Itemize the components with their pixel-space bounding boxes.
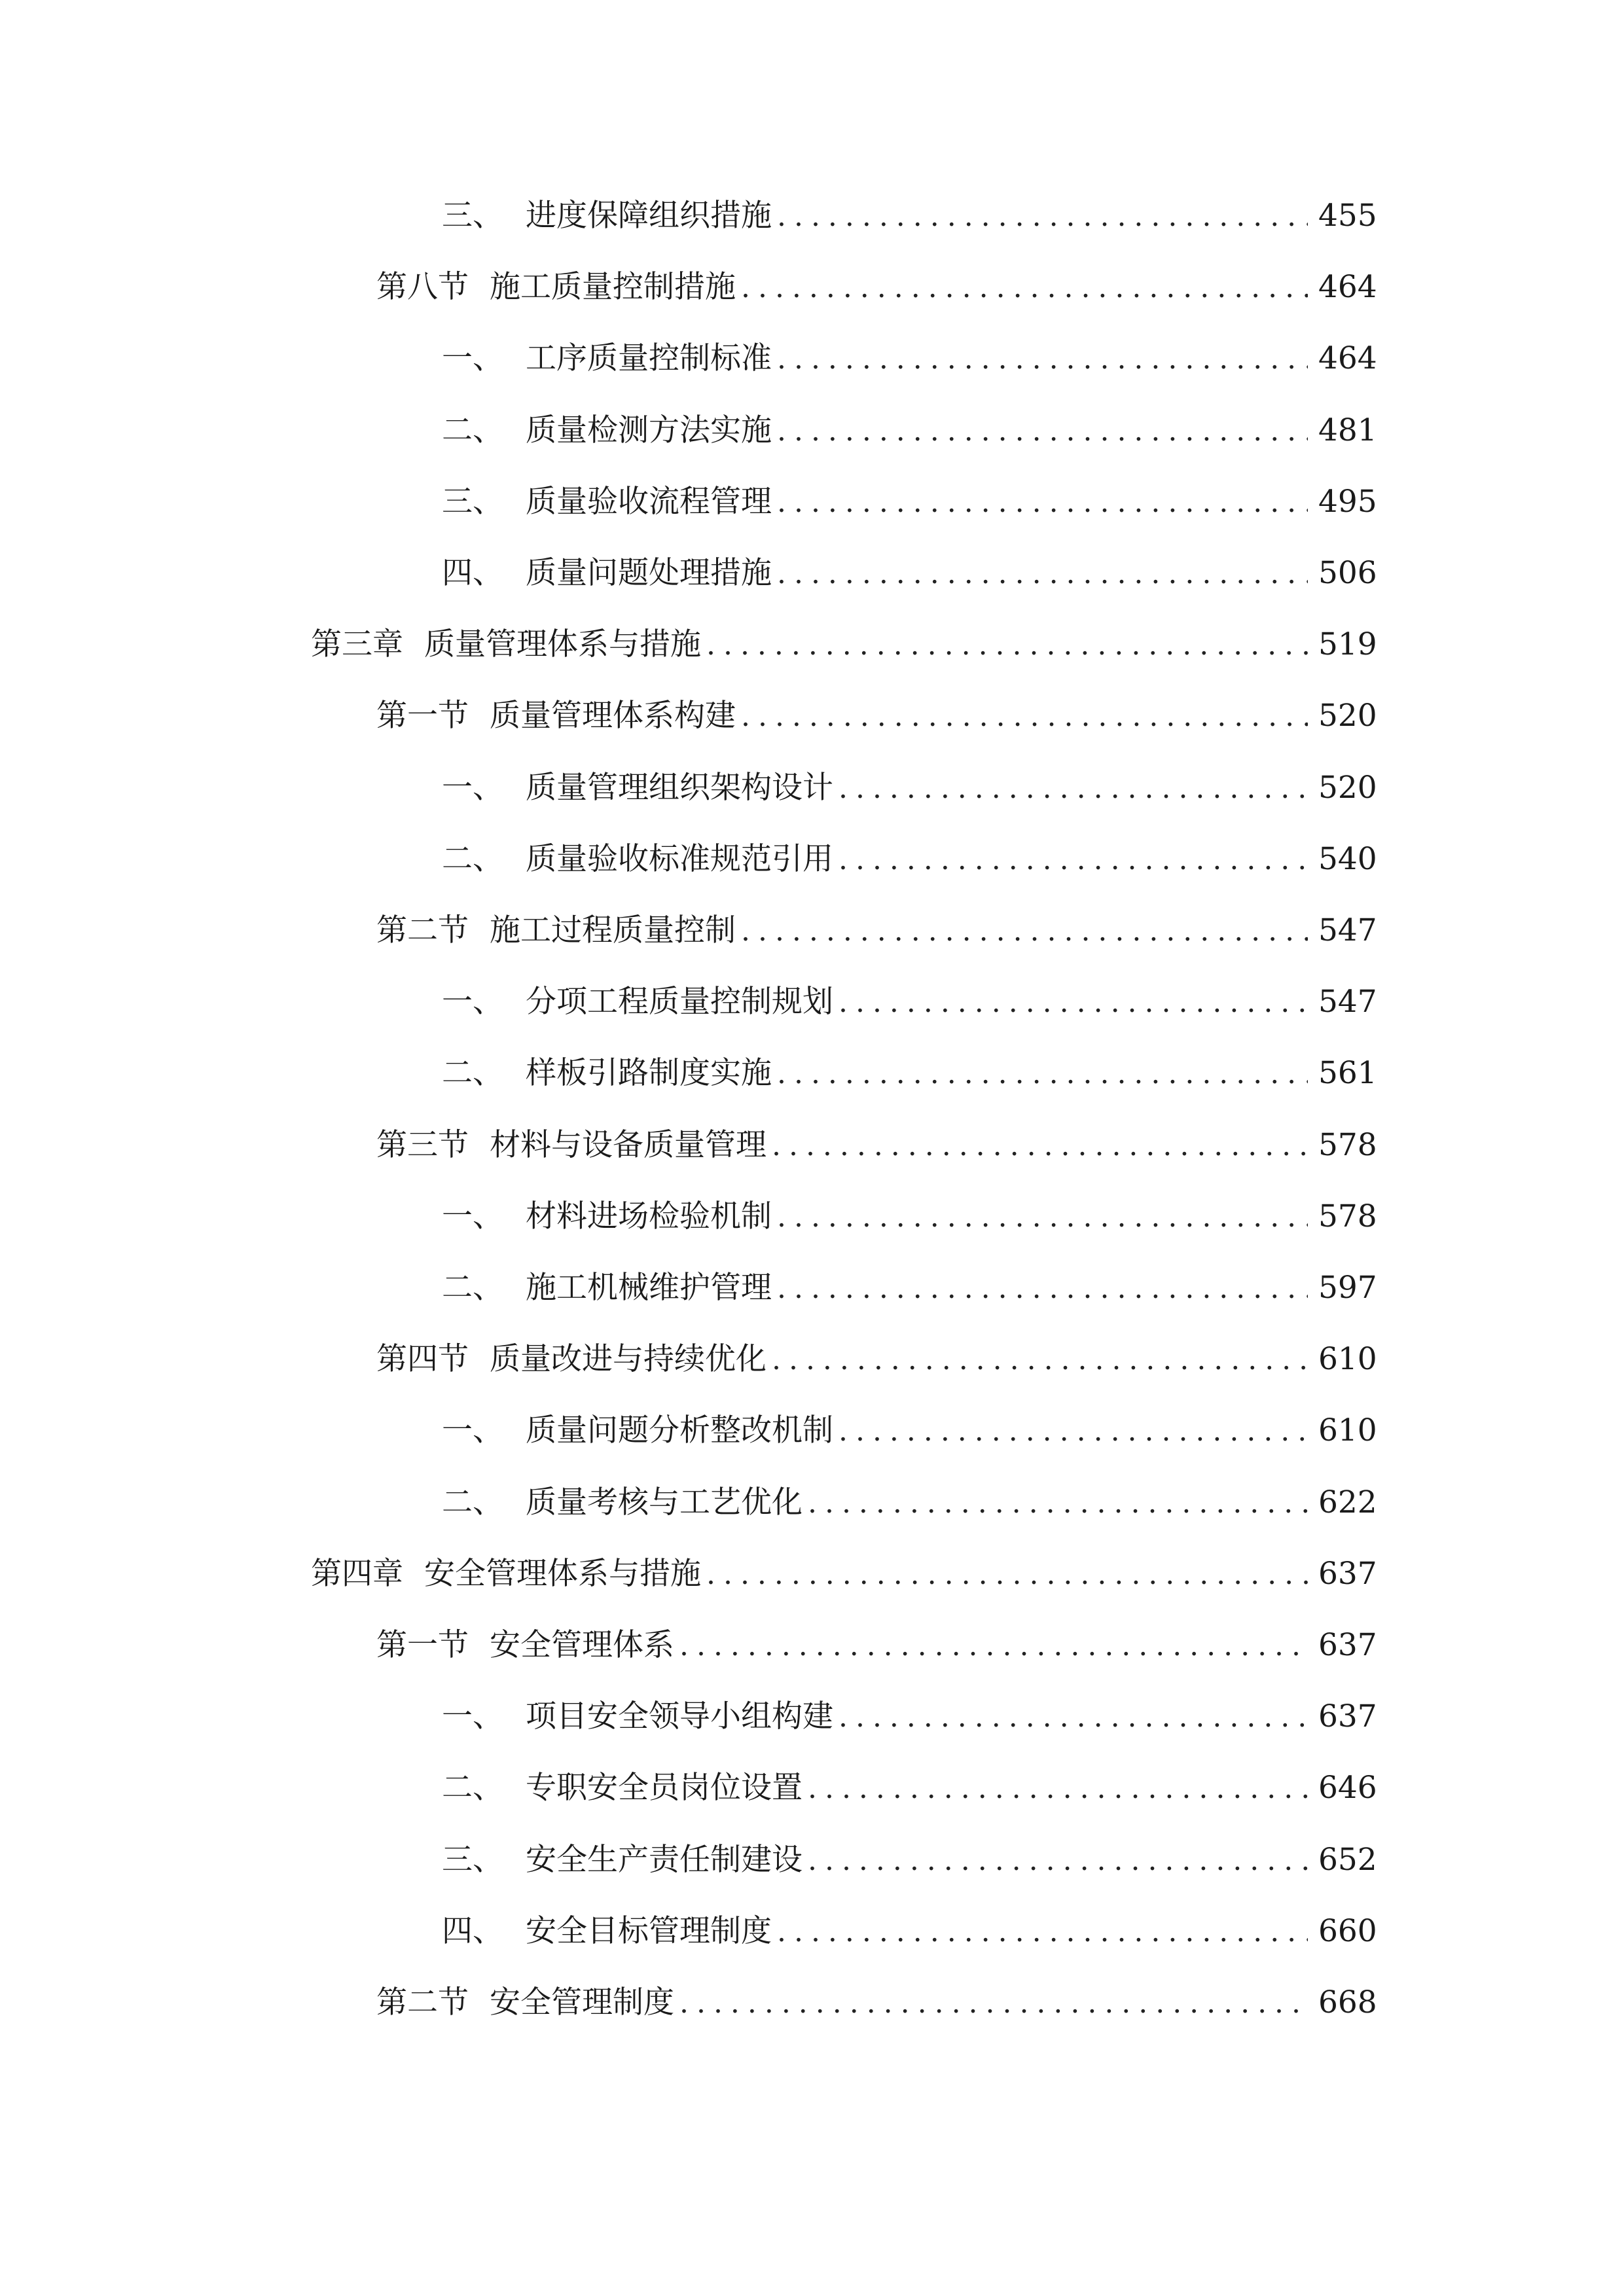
toc-entry-page-number: 464 <box>1318 340 1377 377</box>
toc-entry-title: 质量问题处理措施 <box>526 555 772 591</box>
toc-dot-leader <box>679 1981 1308 2026</box>
toc-entry-chapter[interactable] <box>311 1551 1377 1597</box>
toc-entry-page-number: 610 <box>1318 1341 1377 1378</box>
toc-dot-leader <box>808 1766 1308 1812</box>
toc-entry-page-number: 561 <box>1318 1055 1377 1092</box>
toc-entry-number: 三、 <box>442 198 503 234</box>
toc-entry-page-number: 622 <box>1318 1484 1377 1520</box>
toc-entry-item[interactable] <box>442 1909 1377 1954</box>
toc-entry-page-number: 578 <box>1318 1126 1377 1163</box>
toc-entry-title: 质量管理组织架构设计 <box>526 769 833 806</box>
toc-entry-title: 安全目标管理制度 <box>526 1912 772 1949</box>
toc-entry-item[interactable] <box>442 1265 1377 1311</box>
toc-entry-number: 第二节 <box>376 912 469 948</box>
toc-dot-leader <box>706 622 1308 668</box>
toc-dot-leader <box>772 1337 1308 1383</box>
toc-entry-section[interactable] <box>376 1623 1377 1668</box>
toc-entry-number: 三、 <box>442 483 503 520</box>
toc-entry-title: 施工质量控制措施 <box>490 269 736 306</box>
toc-entry-title: 施工过程质量控制 <box>490 912 736 948</box>
toc-entry-section[interactable] <box>376 264 1377 310</box>
toc-entry-page-number: 637 <box>1318 1555 1377 1592</box>
toc-entry-item[interactable] <box>442 1765 1377 1811</box>
toc-entry-section[interactable] <box>376 1122 1377 1168</box>
toc-entry-title: 安全管理体系 <box>490 1627 674 1663</box>
toc-entry-item[interactable] <box>442 836 1377 882</box>
toc-entry-title: 安全生产责任制建设 <box>526 1841 803 1878</box>
toc-entry-item[interactable] <box>442 1837 1377 1883</box>
toc-entry-number: 二、 <box>442 1055 503 1092</box>
toc-dot-leader <box>777 336 1308 382</box>
toc-entry-number: 第一节 <box>376 698 469 734</box>
toc-entry-section[interactable] <box>376 1980 1377 2026</box>
toc-entry-number: 一、 <box>442 1412 503 1449</box>
toc-entry-page-number: 547 <box>1318 984 1377 1020</box>
toc-entry-chapter[interactable] <box>311 622 1377 668</box>
toc-entry-item[interactable] <box>442 979 1377 1025</box>
toc-entry-page-number: 652 <box>1318 1841 1377 1878</box>
toc-entry-number: 第三节 <box>376 1126 469 1163</box>
toc-entry-section[interactable] <box>376 693 1377 739</box>
toc-entry-title: 质量改进与持续优化 <box>490 1341 767 1378</box>
toc-entry-title: 施工机械维护管理 <box>526 1270 772 1306</box>
toc-dot-leader <box>777 1194 1308 1240</box>
toc-entry-number: 一、 <box>442 340 503 377</box>
toc-entry-number: 一、 <box>442 769 503 806</box>
toc-entry-number: 二、 <box>442 412 503 448</box>
toc-entry-title: 质量验收流程管理 <box>526 483 772 520</box>
toc-entry-number: 一、 <box>442 1198 503 1234</box>
toc-dot-leader <box>772 1123 1308 1169</box>
toc-entry-page-number: 481 <box>1318 412 1377 448</box>
toc-dot-leader <box>839 1695 1308 1740</box>
toc-entry-number: 四、 <box>442 1912 503 1949</box>
toc-entry-number: 第二节 <box>376 1984 469 2020</box>
toc-entry-page-number: 597 <box>1318 1270 1377 1306</box>
toc-entry-title: 安全管理体系与措施 <box>424 1555 701 1592</box>
toc-entry-item[interactable] <box>442 336 1377 382</box>
toc-dot-leader <box>839 837 1308 883</box>
toc-entry-page-number: 519 <box>1318 626 1377 663</box>
toc-entry-title: 专职安全员岗位设置 <box>526 1770 803 1806</box>
toc-entry-page-number: 495 <box>1318 483 1377 520</box>
toc-entry-number: 二、 <box>442 840 503 877</box>
toc-entry-number: 第四节 <box>376 1341 469 1378</box>
toc-dot-leader <box>777 194 1308 240</box>
toc-entry-page-number: 520 <box>1318 769 1377 806</box>
toc-entry-page-number: 578 <box>1318 1198 1377 1234</box>
toc-entry-item[interactable] <box>442 550 1377 596</box>
toc-entry-number: 一、 <box>442 984 503 1020</box>
toc-dot-leader <box>741 265 1308 311</box>
toc-dot-leader <box>777 1266 1308 1312</box>
toc-entry-section[interactable] <box>376 908 1377 954</box>
toc-entry-number: 四、 <box>442 555 503 591</box>
toc-entry-item[interactable] <box>442 479 1377 525</box>
toc-entry-number: 二、 <box>442 1484 503 1520</box>
toc-entry-number: 二、 <box>442 1770 503 1806</box>
toc-entry-title: 质量考核与工艺优化 <box>526 1484 803 1520</box>
toc-entry-title: 分项工程质量控制规划 <box>526 984 833 1020</box>
toc-dot-leader <box>777 408 1308 454</box>
toc-dot-leader <box>777 1051 1308 1097</box>
toc-entry-title: 样板引路制度实施 <box>526 1055 772 1092</box>
toc-entry-page-number: 646 <box>1318 1770 1377 1806</box>
toc-entry-page-number: 610 <box>1318 1412 1377 1449</box>
toc-entry-number: 二、 <box>442 1270 503 1306</box>
toc-entry-number: 第四章 <box>311 1555 403 1592</box>
toc-entry-title: 进度保障组织措施 <box>526 198 772 234</box>
toc-entry-item[interactable] <box>442 765 1377 811</box>
toc-entry-number: 第一节 <box>376 1627 469 1663</box>
toc-entry-page-number: 520 <box>1318 698 1377 734</box>
toc-dot-leader <box>777 1909 1308 1955</box>
toc-entry-item[interactable] <box>442 1480 1377 1526</box>
toc-entry-title: 材料与设备质量管理 <box>490 1126 767 1163</box>
toc-dot-leader <box>777 551 1308 597</box>
toc-dot-leader <box>741 908 1308 954</box>
toc-entry-item[interactable] <box>442 1194 1377 1240</box>
toc-entry-page-number: 464 <box>1318 269 1377 306</box>
toc-entry-title: 安全管理制度 <box>490 1984 674 2020</box>
toc-entry-item[interactable] <box>442 408 1377 454</box>
toc-entry-title: 项目安全领导小组构建 <box>526 1698 833 1735</box>
toc-entry-page-number: 506 <box>1318 555 1377 591</box>
toc-entry-item[interactable] <box>442 1050 1377 1096</box>
toc-entry-page-number: 637 <box>1318 1627 1377 1663</box>
toc-entry-page-number: 637 <box>1318 1698 1377 1735</box>
toc-entry-number: 三、 <box>442 1841 503 1878</box>
toc-dot-leader <box>808 1838 1308 1884</box>
toc-entry-number: 第三章 <box>311 626 403 663</box>
toc-entry-item[interactable] <box>442 1408 1377 1454</box>
toc-entry-title: 质量检测方法实施 <box>526 412 772 448</box>
toc-dot-leader <box>839 1408 1308 1454</box>
toc-entry-number: 第八节 <box>376 269 469 306</box>
toc-dot-leader <box>679 1623 1308 1669</box>
toc-entry-item[interactable] <box>442 193 1377 239</box>
toc-entry-page-number: 668 <box>1318 1984 1377 2020</box>
toc-entry-page-number: 547 <box>1318 912 1377 948</box>
toc-dot-leader <box>839 980 1308 1026</box>
toc-entry-title: 质量验收标准规范引用 <box>526 840 833 877</box>
toc-dot-leader <box>706 1552 1308 1598</box>
toc-entry-title: 工序质量控制标准 <box>526 340 772 377</box>
toc-entry-page-number: 540 <box>1318 840 1377 877</box>
toc-dot-leader <box>777 480 1308 526</box>
toc-dot-leader <box>808 1480 1308 1526</box>
toc-entry-title: 质量管理体系与措施 <box>424 626 701 663</box>
toc-dot-leader <box>839 766 1308 812</box>
toc-entry-title: 质量问题分析整改机制 <box>526 1412 833 1449</box>
toc-entry-title: 质量管理体系构建 <box>490 698 736 734</box>
toc-entry-item[interactable] <box>442 1694 1377 1740</box>
toc-dot-leader <box>741 694 1308 740</box>
toc-entry-number: 一、 <box>442 1698 503 1735</box>
toc-entry-page-number: 660 <box>1318 1912 1377 1949</box>
toc-entry-title: 材料进场检验机制 <box>526 1198 772 1234</box>
toc-entry-section[interactable] <box>376 1336 1377 1382</box>
toc-entry-page-number: 455 <box>1318 198 1377 234</box>
